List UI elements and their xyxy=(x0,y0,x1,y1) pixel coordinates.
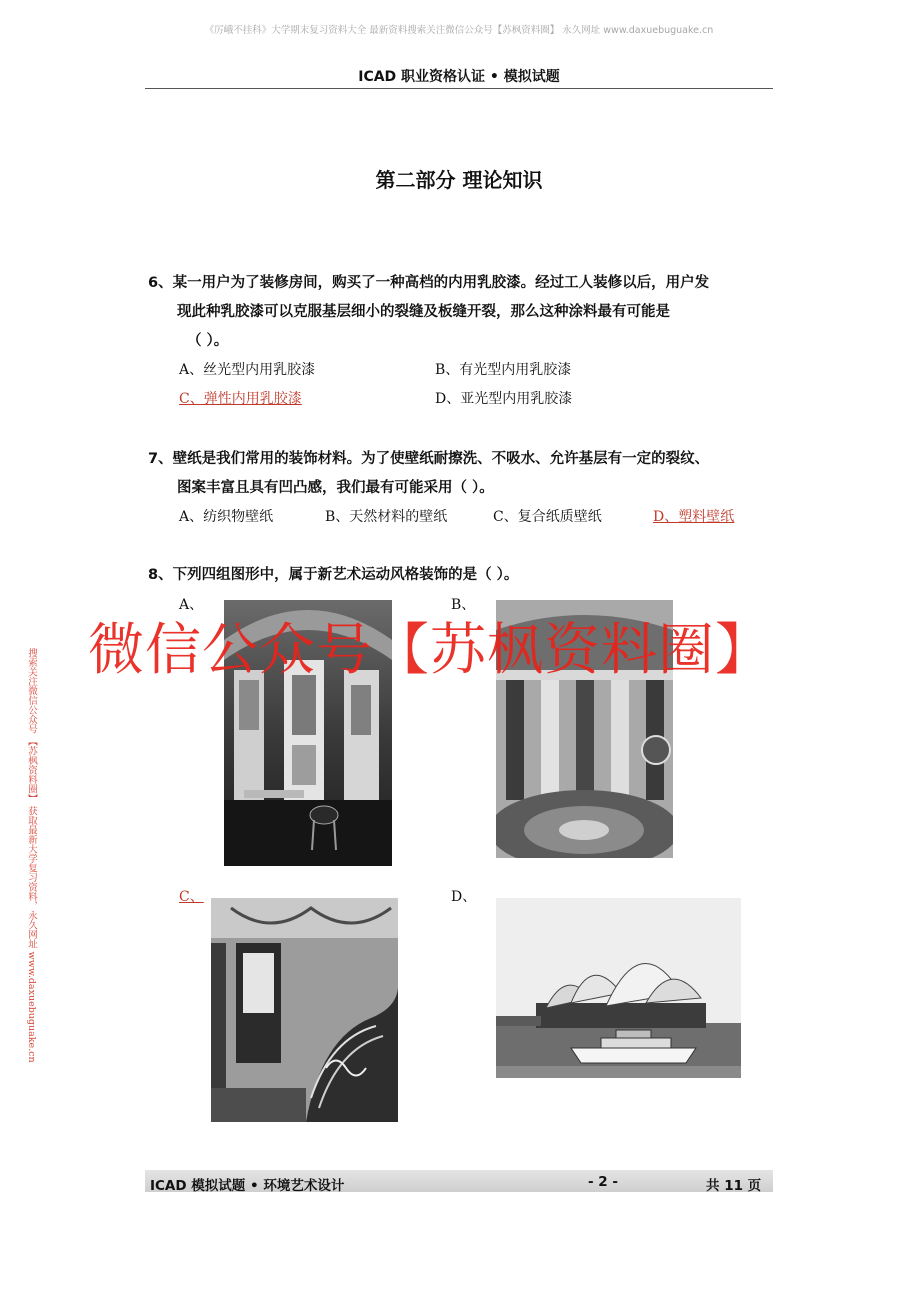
question-8-line-1: 8、下列四组图形中，属于新艺术运动风格装饰的是（ ）。 xyxy=(148,567,519,583)
question-6-line-1: 6、某一用户为了装修房间，购买了一种高档的内用乳胶漆。经过工人装修以后，用户发 xyxy=(148,275,710,291)
question-6-option-a: A、丝光型内用乳胶漆 xyxy=(179,362,316,378)
question-7-option-c: C、复合纸质壁纸 xyxy=(493,509,602,525)
question-7-option-b: B、天然材料的壁纸 xyxy=(325,509,448,525)
sydney-opera-house-photo xyxy=(496,898,741,1078)
section-title: 第二部分 理论知识 xyxy=(375,168,543,192)
question-6-line-3: （ ）。 xyxy=(187,333,229,349)
question-6-option-d: D、亚光型内用乳胶漆 xyxy=(435,391,573,407)
footer-total-pages: 共 11 页 xyxy=(706,1178,762,1194)
big-watermark: 微信公众号【苏枫资料圈】 xyxy=(88,618,772,683)
question-6-option-b: B、有光型内用乳胶漆 xyxy=(435,362,572,378)
question-8-option-b: B、 xyxy=(451,597,476,613)
footer-title: ICAD 模拟试题 • 环境艺术设计 xyxy=(150,1178,345,1194)
question-7-option-d-answer: D、塑料壁纸 xyxy=(653,509,735,525)
art-nouveau-staircase-photo xyxy=(211,898,398,1122)
footer-page-number: - 2 - xyxy=(588,1174,618,1190)
question-8-option-c-answer: C、 xyxy=(179,889,204,905)
top-watermark: 《厉峨不挂科》大学期末复习资料大全 最新资料搜索关注微信公众号【苏枫资料圈】 永久网址 www.daxuebuguake.cn xyxy=(204,25,714,36)
question-7-line-1: 7、壁纸是我们常用的装饰材料。为了使壁纸耐擦洗、不吸水、允许基层有一定的裂纹、 xyxy=(148,451,710,467)
question-7-option-a: A、纺织物壁纸 xyxy=(179,509,274,525)
question-6-line-2: 现此种乳胶漆可以克服基层细小的裂缝及板缝开裂，那么这种涂料最有可能是 xyxy=(177,304,670,320)
question-7-line-2: 图案丰富且具有凹凸感，我们最有可能采用（ ）。 xyxy=(177,480,494,496)
question-8-option-a: A、 xyxy=(179,597,204,613)
question-6-option-c-answer: C、弹性内用乳胶漆 xyxy=(179,391,302,407)
header-title: ICAD 职业资格认证 • 模拟试题 xyxy=(358,69,560,85)
side-watermark: 搜索关注微信公众号 【苏枫资料圈】 获取最新大学复习资料，永久网址 www.daxuebuguake.cn xyxy=(26,648,37,1063)
question-8-option-d: D、 xyxy=(451,889,477,905)
header-rule xyxy=(145,88,773,89)
